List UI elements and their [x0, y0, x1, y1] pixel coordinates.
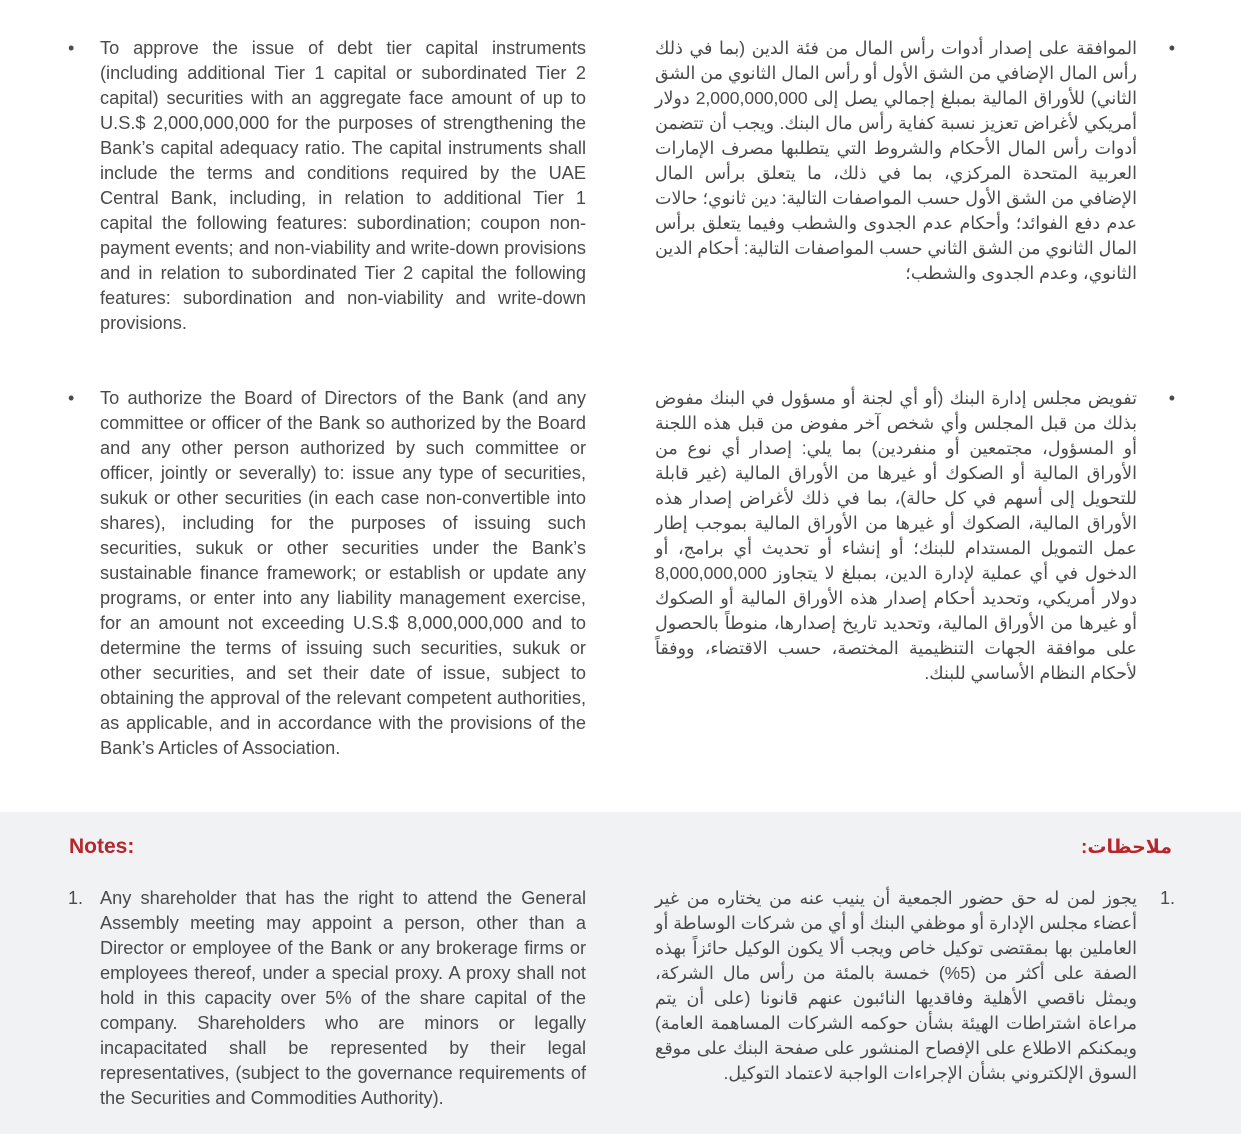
note-text-ar: يجوز لمن له حق حضور الجمعية أن ينيب عنه من يختاره من غير أعضاء مجلس الإدارة أو موظفي البنك أو أي من شركات الوساطة أو العاملين بها بمقتضى توكيل خاص ويجب ألا يكون الوكيل حائزاً بهذه الصفة على أكثر من (5%) خمسة بالمئة من رأس مال الشركة، ويمثل ناقصي الأهلية وفاقديها النائبون عنهم قانونا (على أن يتم مراعاة اشتراطات الهيئة بشأن حوكمه الشركات المساهمة العامة) ويمكنكم الاطلاع على الإفصاح المنشور على صفحة البنك على موقع السوق الإلكتروني بشأن الإجراءات الواجبة لاعتماد التوكيل.	[655, 888, 1138, 1083]
resolution-text-en: To approve the issue of debt tier capital instruments (including additional Tier 1 capital or subordinated Tier 2 capital) securities with an aggregate face amount of up to U.S.$ 2,000,000,000 for the purposes of strengthening the Bank’s capital adequacy ratio. The capital instruments shall include the terms and conditions required by the UAE Central Bank, including, in relation to additional Tier 1 capital the following features: subordination; coupon non-payment events; and non-viability and write-down provisions and in relation to subordinated Tier 2 capital the following features: subordination and non-viability and write-down provisions.	[100, 38, 586, 333]
notes-title-ar: ملاحظات:	[1081, 837, 1172, 858]
resolution-text-ar: تفويض مجلس إدارة البنك (أو أي لجنة أو مسؤول في البنك مفوض بذلك من قبل المجلس وأي شخص آخر مفوض من قبل هذه اللجنة أو المسؤول، مجتمعين أو منفردين) بما يلي: إصدار أي نوع من الأوراق المالية أو الصكوك أو غيرها من الأوراق المالية (غير قابلة للتحويل إلى أسهم في كل حالة)، بما في ذلك لأغراض إصدار هذه الأوراق المالية، الصكوك أو غيرها من الأوراق المالية بموجب إطار عمل التمويل المستدام للبنك؛ أو إنشاء أو تحديث أي برامج، أو الدخول في أي عملية لإدارة الدين، بمبلغ لا يتجاوز 8,000,000,000 دولار أمريكي، وتحديد أحكام إصدار هذه الأوراق المالية أو الصكوك أو غيرها من الأوراق المالية، وتحديد تاريخ إصدارها، منوطاً بالحصول على موافقة الجهات التنظيمية المختصة، حسب الاقتضاء، ووفقاً لأحكام النظام الأساسي للبنك.	[655, 388, 1137, 683]
bullet-marker: •	[68, 38, 75, 58]
resolution-item-ar	[655, 386, 1175, 686]
note-text-en: Any shareholder that has the right to attend the General Assembly meeting may appoint a person, other than a Director or employee of the Bank or any brokerage firms or employees thereof, under a special proxy. A proxy shall not hold in this capacity over 5% of the share capital of the company. Shareholders who are minors or legally incapacitated shall be represented by their legal representatives, (subject to the governance requirements of the Securities and Commodities Authority).	[100, 888, 586, 1108]
resolution-item-ar	[655, 36, 1175, 286]
bullet-marker: •	[1168, 388, 1175, 408]
note-item-ar	[655, 886, 1175, 1086]
notes-title-en: Notes:	[69, 835, 135, 858]
resolution-text-ar: الموافقة على إصدار أدوات رأس المال من فئة الدين (بما في ذلك رأس المال الإضافي من الشق الأول أو رأس المال الثانوي من الشق الثاني) للأوراق المالية بمبلغ إجمالي يصل إلى 2,000,000,000 دولار أمريكي لأغراض تعزيز نسبة كفاية رأس مال البنك. ويجب أن تتضمن أدوات رأس المال الأحكام والشروط التي يتطلبها مصرف الإمارات العربية المتحدة المركزي، بما في ذلك، ما يتعلق برأس المال الإضافي من الشق الأول حسب المواصفات التالية: دين ثانوي؛ حالات عدم دفع الفوائد؛ وأحكام عدم الجدوى والشطب وفيما يتعلق برأس المال الثانوي من الشق الثاني حسب المواصفات التالية: أحكام الدين الثانوي، وعدم الجدوى والشطب؛	[655, 38, 1137, 283]
resolution-item-en	[62, 386, 586, 761]
note-number: 1.	[68, 888, 84, 908]
bullet-marker: •	[68, 388, 75, 408]
note-number: 1.	[1159, 888, 1175, 908]
bullet-marker: •	[1168, 38, 1175, 58]
resolution-text-en: To authorize the Board of Directors of the Bank (and any committee or officer of the Bank so authorized by the Board and any other person authorized by such committee or officer, jointly or severally) to: issue any type of securities, sukuk or other securities (in each case non-convertible into shares), including for the purposes of issuing such securities, sukuk or other securities under the Bank’s sustainable finance framework; or establish or update any programs, or enter into any liability management exercise, for an amount not exceeding U.S.$ 8,000,000,000 and to determine the terms of issuing such securities, sukuk or other securities, and set their date of issue, subject to obtaining the approval of the relevant competent authorities, as applicable, and in accordance with the provisions of the Bank’s Articles of Association.	[100, 388, 586, 758]
note-item-en	[62, 886, 586, 1111]
resolution-item-en	[62, 36, 586, 336]
